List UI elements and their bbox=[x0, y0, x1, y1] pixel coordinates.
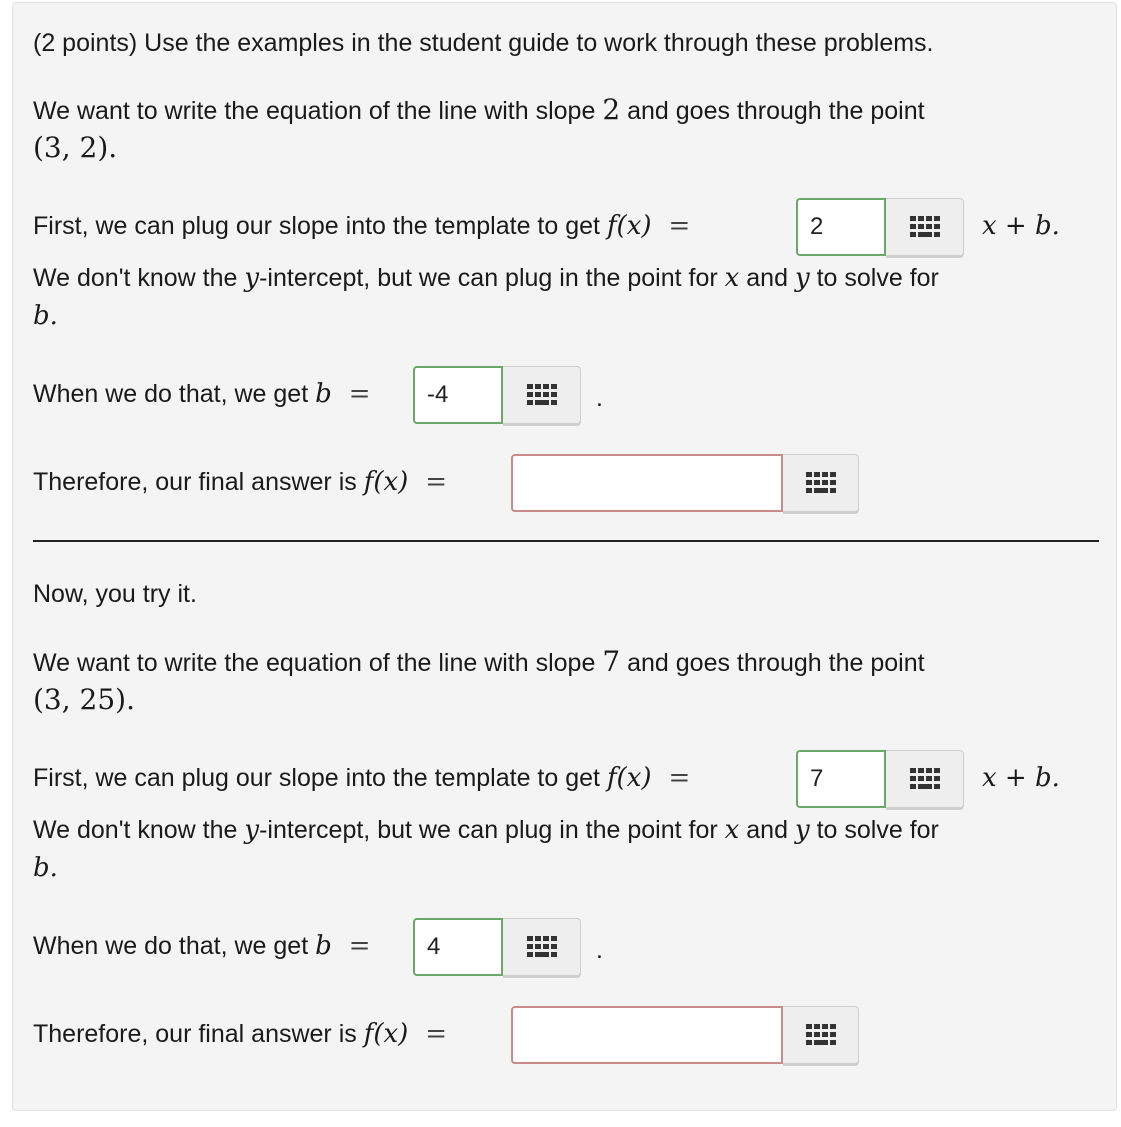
example-therefore-line bbox=[33, 467, 457, 497]
practice-dontknow-line1 bbox=[33, 815, 939, 845]
practice-point: (3, 25). bbox=[33, 683, 135, 716]
example-b-keyboard-button[interactable] bbox=[503, 366, 581, 424]
example-dontknow-c: to solve for bbox=[816, 264, 939, 292]
practice-y-var: y bbox=[244, 815, 260, 845]
practice-final-eq: = bbox=[425, 1019, 448, 1049]
practice-final-keyboard-button[interactable] bbox=[783, 1006, 859, 1064]
practice-b-keyboard-button[interactable] bbox=[503, 918, 581, 976]
example-dontknow-line1 bbox=[33, 263, 939, 293]
example-dontknow-b: -intercept, but we can plug in the point for bbox=[259, 264, 718, 292]
example-therefore-text: Therefore, our final answer is bbox=[33, 468, 357, 496]
math-keyboard-icon bbox=[910, 216, 940, 238]
example-intro-line1 bbox=[33, 95, 925, 126]
practice-b-eq: = bbox=[348, 931, 371, 961]
practice-heading: Now, you try it. bbox=[33, 580, 197, 608]
practice-final-fx: f(x) bbox=[363, 1019, 409, 1049]
problem-header: (2 points) Use the examples in the student guide to work through these problems. bbox=[33, 29, 934, 57]
section-divider bbox=[33, 540, 1099, 542]
practice-b-period: . bbox=[596, 936, 603, 964]
example-final-field bbox=[511, 454, 859, 512]
example-intro-a: We want to write the equation of the line with slope bbox=[33, 97, 596, 125]
practice-b-field bbox=[413, 918, 581, 976]
example-b-period: . bbox=[596, 384, 603, 412]
example-point: (3, 2). bbox=[33, 131, 118, 164]
practice-dontknow-c: to solve for bbox=[816, 816, 939, 844]
practice-fx: f(x) bbox=[606, 763, 652, 793]
example-b-field bbox=[413, 366, 581, 424]
example-y-var: y bbox=[244, 263, 260, 293]
example-slope-input[interactable] bbox=[796, 198, 886, 256]
practice-final-field bbox=[511, 1006, 859, 1064]
example-b-input[interactable] bbox=[413, 366, 503, 424]
practice-intro-line2 bbox=[33, 685, 135, 716]
example-b-var: b bbox=[315, 379, 332, 409]
practice-x-var: x bbox=[724, 815, 740, 845]
example-fx: f(x) bbox=[606, 211, 652, 241]
example-slope-value: 2 bbox=[602, 93, 621, 126]
example-final-keyboard-button[interactable] bbox=[783, 454, 859, 512]
example-and: and bbox=[746, 264, 788, 292]
example-tail: x + b. bbox=[982, 211, 1060, 241]
example-b-eq: = bbox=[348, 379, 371, 409]
example-first-text: First, we can plug our slope into the template to get bbox=[33, 212, 600, 240]
practice-first-text: First, we can plug our slope into the template to get bbox=[33, 764, 600, 792]
example-dontknow-a: We don't know the bbox=[33, 264, 238, 292]
practice-slope-value: 7 bbox=[602, 645, 621, 678]
practice-b-var: b bbox=[315, 931, 332, 961]
example-first-line bbox=[33, 211, 700, 241]
practice-intro-a: We want to write the equation of the line with slope bbox=[33, 649, 596, 677]
math-keyboard-icon bbox=[806, 1024, 836, 1046]
example-b-end: b. bbox=[33, 301, 58, 331]
practice-when-line bbox=[33, 931, 381, 961]
practice-first-line bbox=[33, 763, 700, 793]
practice-y-var-2: y bbox=[794, 815, 810, 845]
practice-b-input[interactable] bbox=[413, 918, 503, 976]
example-final-input[interactable] bbox=[511, 454, 783, 512]
example-y-var-2: y bbox=[794, 263, 810, 293]
practice-dontknow-a: We don't know the bbox=[33, 816, 238, 844]
example-final-eq: = bbox=[425, 467, 448, 497]
practice-slope-keyboard-button[interactable] bbox=[886, 750, 964, 808]
example-final-fx: f(x) bbox=[363, 467, 409, 497]
math-keyboard-icon bbox=[910, 768, 940, 790]
practice-final-input[interactable] bbox=[511, 1006, 783, 1064]
math-keyboard-icon bbox=[527, 384, 557, 406]
example-when-text: When we do that, we get bbox=[33, 380, 309, 408]
example-x-var: x bbox=[724, 263, 740, 293]
practice-when-text: When we do that, we get bbox=[33, 932, 309, 960]
practice-therefore-text: Therefore, our final answer is bbox=[33, 1020, 357, 1048]
example-slope-field bbox=[796, 198, 964, 256]
practice-dontknow-b: -intercept, but we can plug in the point for bbox=[259, 816, 718, 844]
practice-intro-b: and goes through the point bbox=[627, 649, 925, 677]
math-keyboard-icon bbox=[806, 472, 836, 494]
practice-tail: x + b. bbox=[982, 763, 1060, 793]
practice-and: and bbox=[746, 816, 788, 844]
practice-intro-line1 bbox=[33, 647, 925, 678]
example-when-line bbox=[33, 379, 381, 409]
example-intro-b: and goes through the point bbox=[627, 97, 925, 125]
practice-slope-input[interactable] bbox=[796, 750, 886, 808]
example-eq: = bbox=[668, 211, 691, 241]
practice-slope-field bbox=[796, 750, 964, 808]
practice-eq: = bbox=[668, 763, 691, 793]
practice-therefore-line bbox=[33, 1019, 457, 1049]
practice-b-end: b. bbox=[33, 853, 58, 883]
example-slope-keyboard-button[interactable] bbox=[886, 198, 964, 256]
math-keyboard-icon bbox=[527, 936, 557, 958]
example-intro-line2 bbox=[33, 133, 117, 164]
